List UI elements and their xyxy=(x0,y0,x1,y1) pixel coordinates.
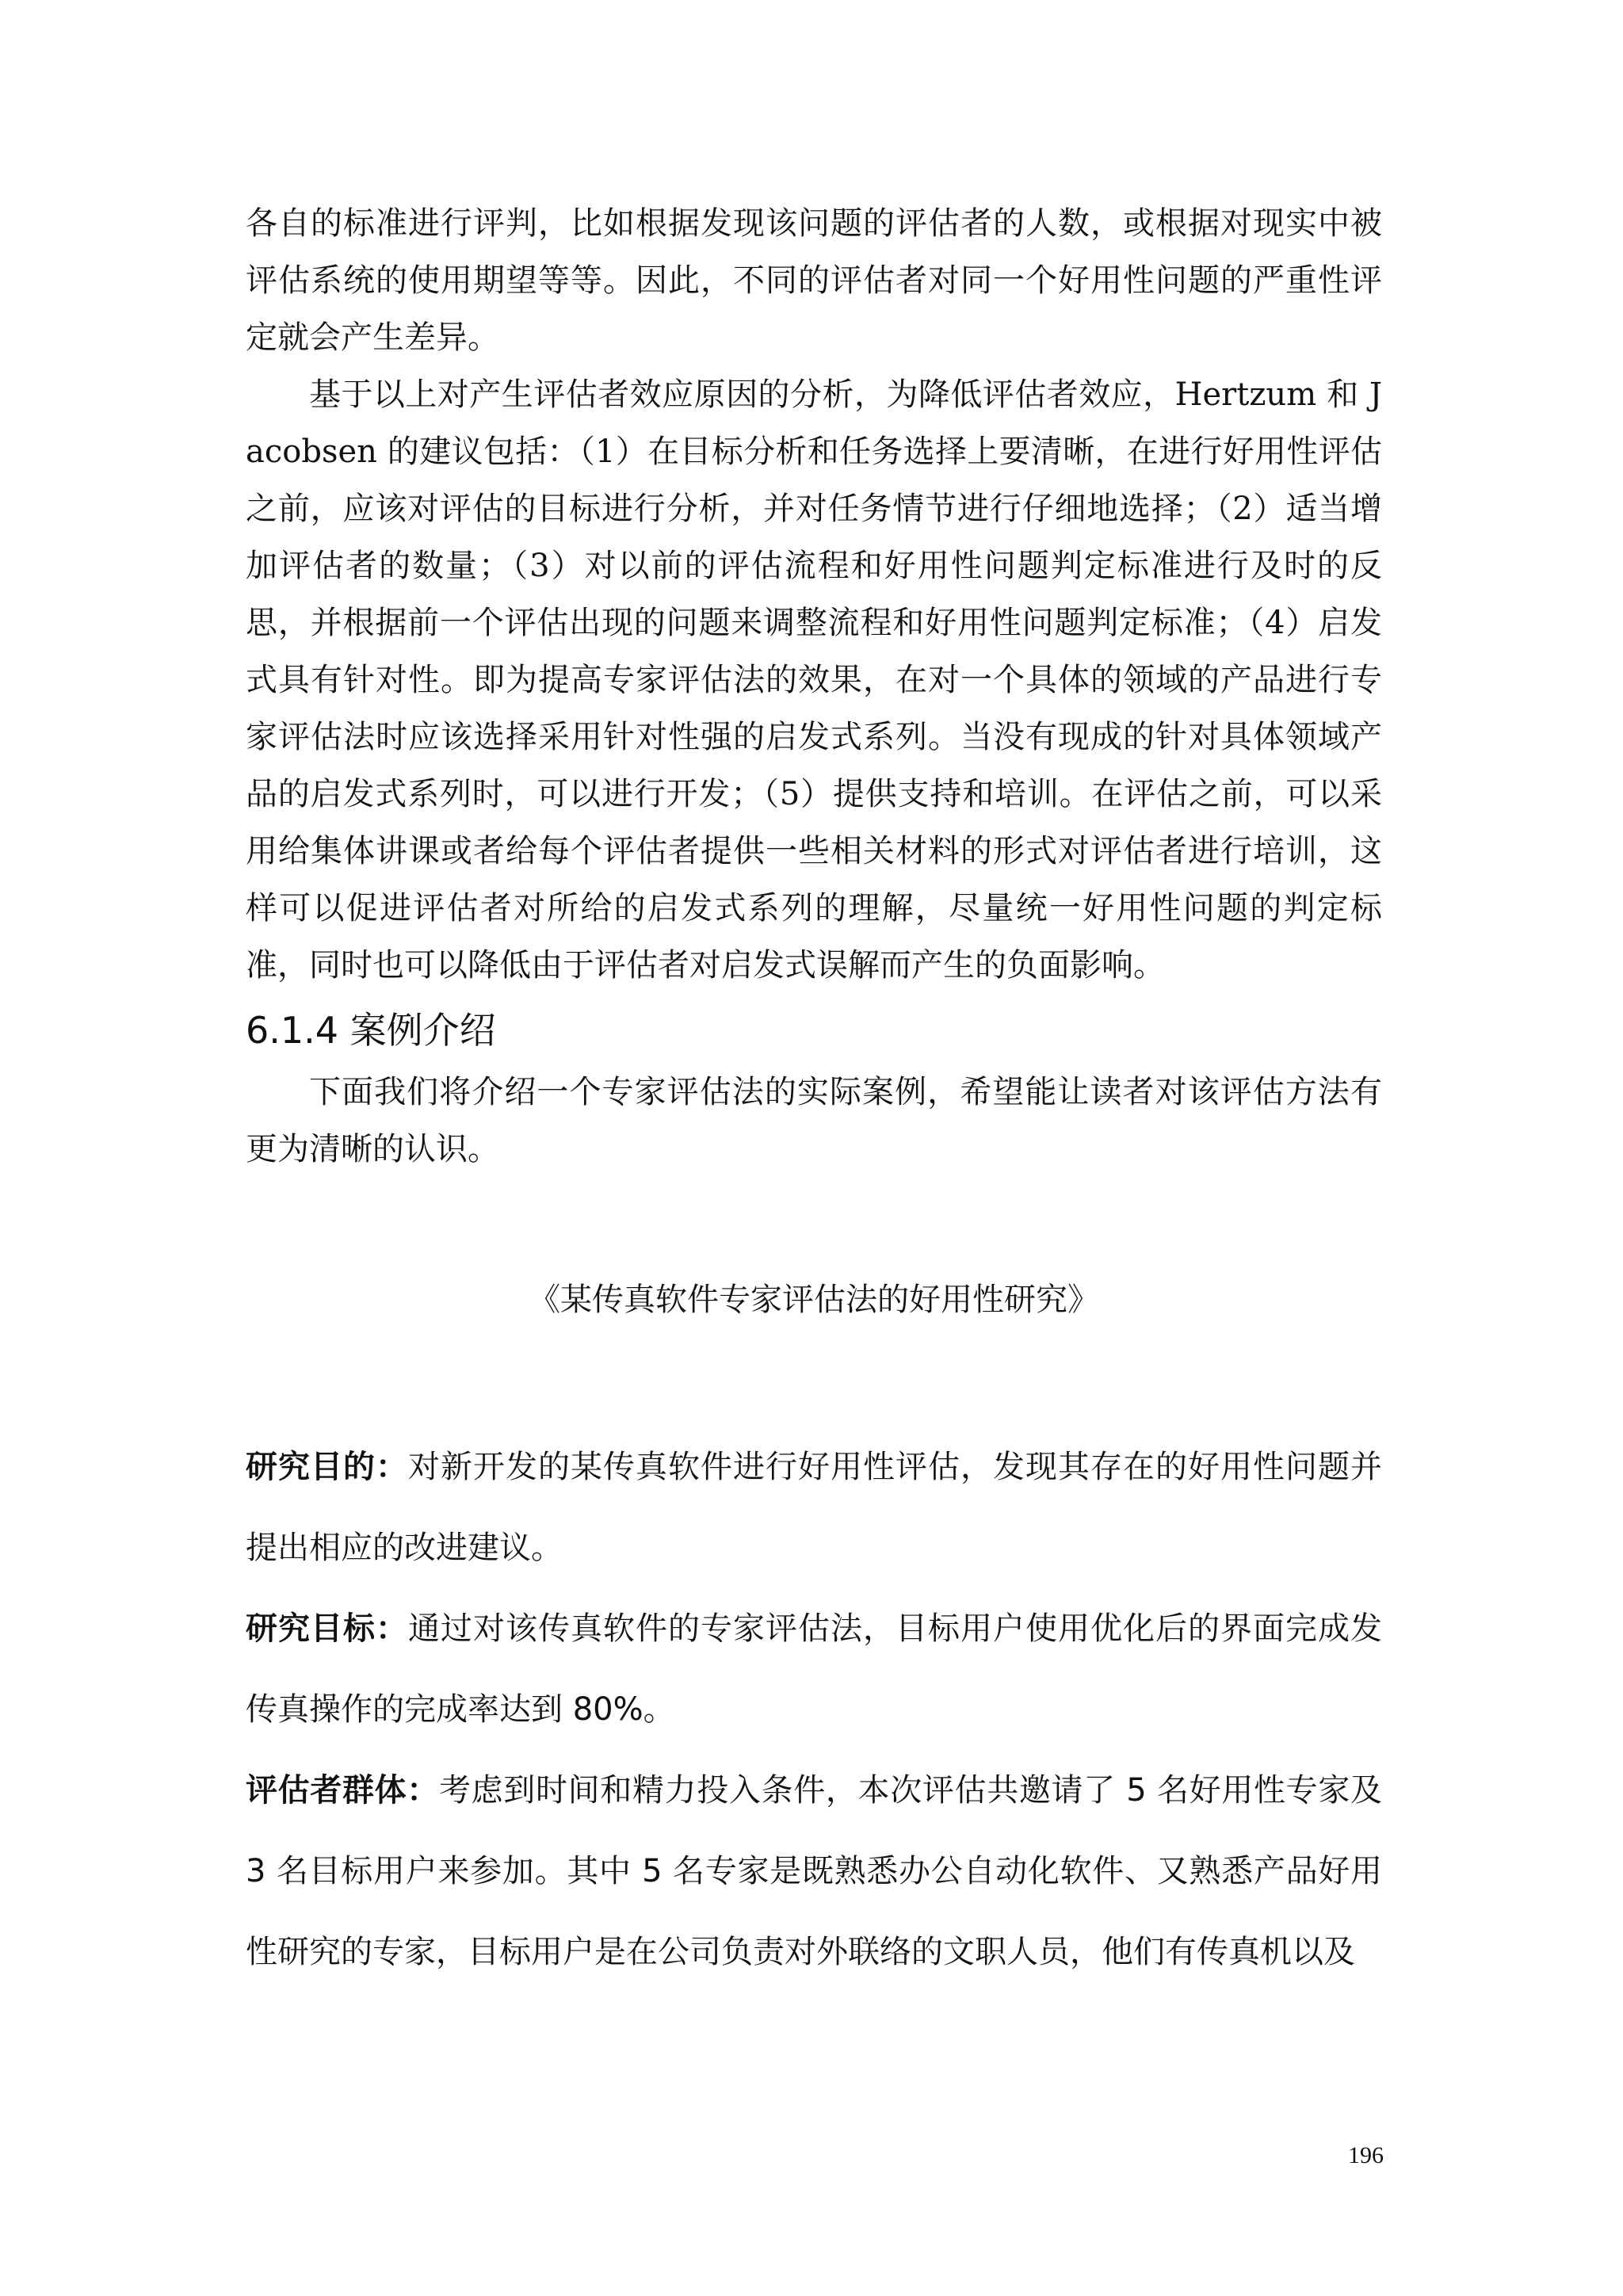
research-purpose xyxy=(246,1427,1382,1588)
section-intro: 下面我们将介绍一个专家评估法的实际案例，希望能让读者对该评估方法有更为清晰的认识。 xyxy=(246,1074,1382,1167)
section-heading xyxy=(246,1005,1382,1056)
page-number: 196 xyxy=(1348,2142,1384,2168)
paragraph-continuation: 各自的标准进行评判，比如根据发现该问题的评估者的人数，或根据对现实中被评估系统的使用期望等等。因此，不同的评估者对同一个好用性问题的严重性评定就会产生差异。 xyxy=(246,205,1382,356)
case-title: 《某传真软件专家评估法的好用性研究》 xyxy=(529,1282,1099,1318)
research-goal-label: 研究目标： xyxy=(246,1610,408,1647)
research-purpose-text: 对新开发的某传真软件进行好用性评估，发现其存在的好用性问题并提出相应的改进建议。 xyxy=(246,1449,1382,1566)
page-content xyxy=(246,195,1382,1992)
paragraph-recommendations: 基于以上对产生评估者效应原因的分析，为降低评估者效应，Hertzum 和 Jacobsen 的建议包括：（1）在目标分析和任务选择上要清晰，在进行好用性评估之前，应该对评估的目标进行分析，并对任务情节进行仔细地选择；（2）适当增加评估者的数量；（3）对以前的评估流程和好用性问题判定标准进行及时的反思，并根据前一个评估出现的问题来调整流程和好用性问题判定标准；（4）启发式具有针对性。即为提高专家评估法的效果，在对一个具体的领域的产品进行专家评估法时应该选择采用针对性强的启发式系列。当没有现成的针对具体领域产品的启发式系列时，可以进行开发；（5）提供支持和培训。在评估之前，可以采用给集体讲课或者给每个评估者提供一些相关材料的形式对评估者进行培训，这样可以促进评估者对所给的启发式系列的理解，尽量统一好用性问题的判定标准，同时也可以降低由于评估者对启发式误解而产生的负面影响。 xyxy=(246,376,1382,984)
research-evaluators xyxy=(246,1750,1382,1992)
research-evaluators-text: 考虑到时间和精力投入条件，本次评估共邀请了 5 名好用性专家及 3 名目标用户来参加。其中 5 名专家是既熟悉办公自动化软件、又熟悉产品好用性研究的专家，目标用户是在公司负责对外联络的文职人员，他们有传真机以及 xyxy=(246,1772,1382,1970)
research-goal-text: 通过对该传真软件的专家评估法，目标用户使用优化后的界面完成发传真操作的完成率达到 80%。 xyxy=(246,1610,1382,1728)
research-block xyxy=(246,1427,1382,1992)
section-number: 6.1.4 xyxy=(246,1009,339,1052)
research-goal xyxy=(246,1588,1382,1750)
section-title: 案例介绍 xyxy=(349,1009,496,1052)
research-evaluators-label: 评估者群体： xyxy=(246,1772,439,1809)
research-purpose-label: 研究目的： xyxy=(246,1449,408,1485)
